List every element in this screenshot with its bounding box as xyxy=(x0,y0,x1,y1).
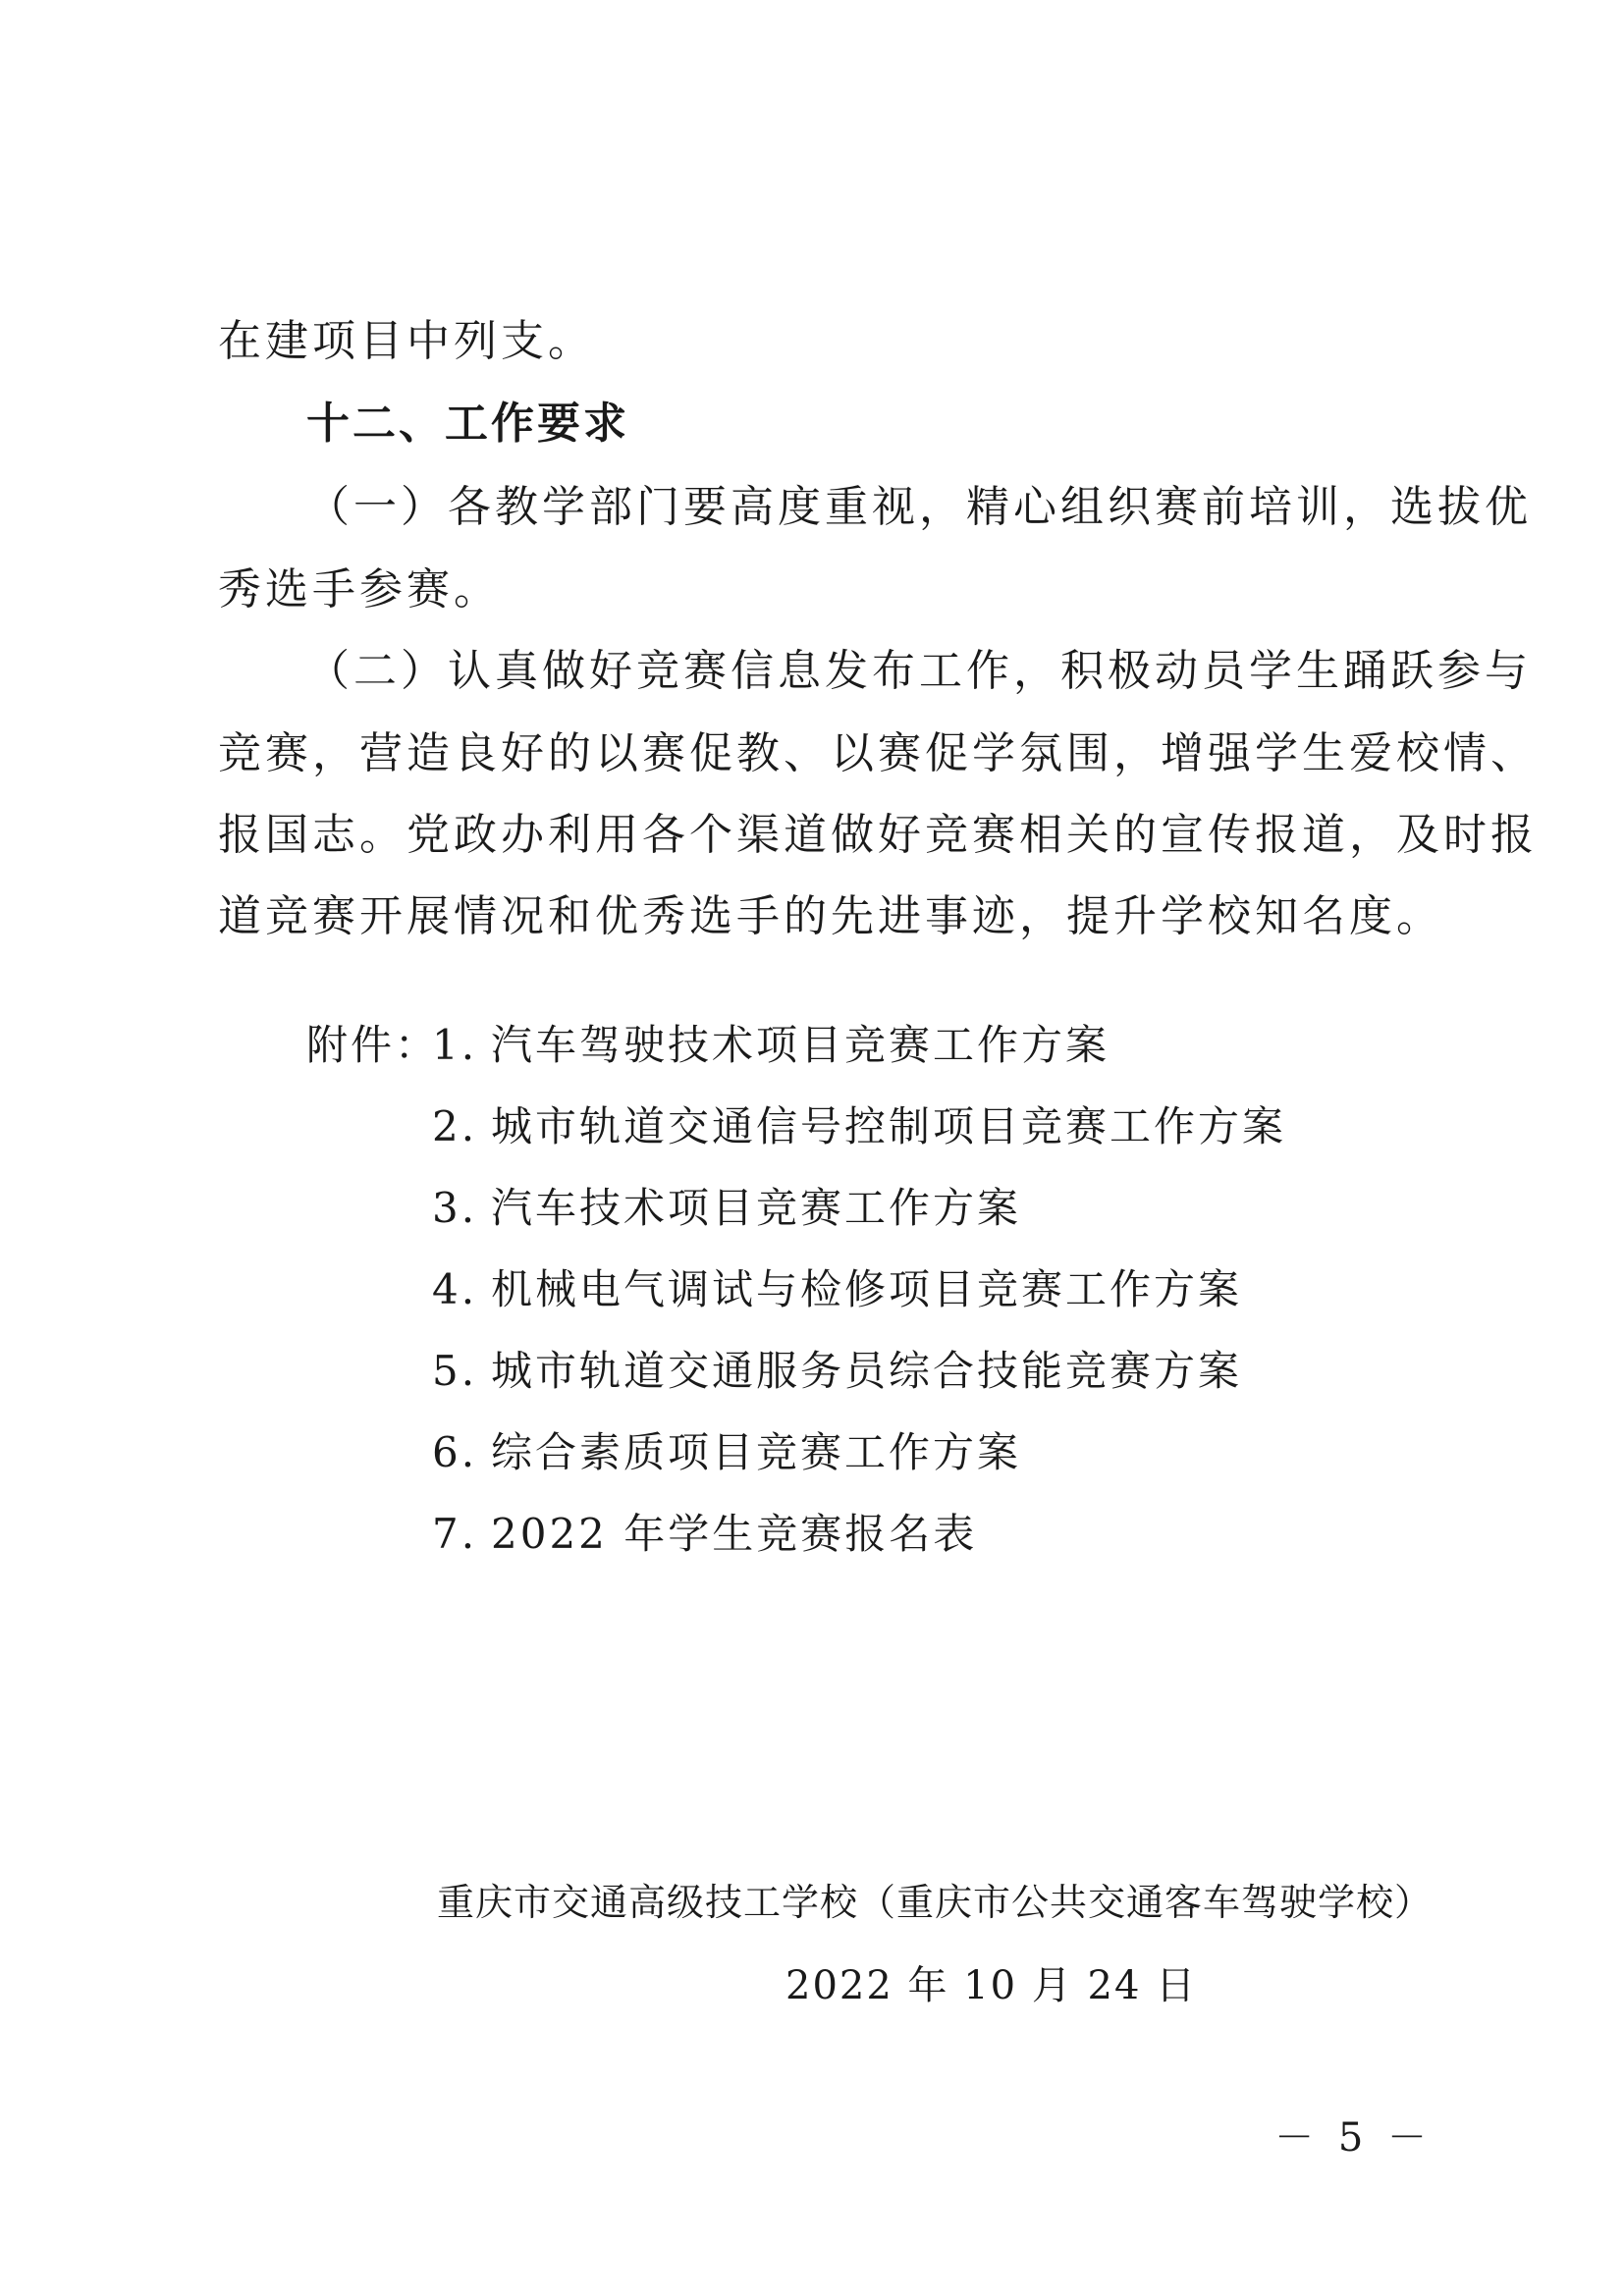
attachment-item xyxy=(432,1016,1286,1097)
attachment-number: 7. xyxy=(432,1510,478,1558)
attachment-number: 2. xyxy=(432,1102,478,1150)
attachment-item xyxy=(432,1342,1286,1423)
item2-line3: 报国志。党政办利用各个渠道做好竞赛相关的宣传报道，及时报 xyxy=(218,810,1538,860)
attachment-title: 机械电气调试与检修项目竞赛工作方案 xyxy=(491,1265,1243,1313)
item1-line1: （一）各教学部门要高度重视，精心组织赛前培训，选拔优 xyxy=(306,482,1532,532)
attachment-item xyxy=(432,1423,1286,1505)
attachment-title: 汽车技术项目竞赛工作方案 xyxy=(491,1184,1022,1232)
continuation-text: 在建项目中列支。 xyxy=(218,316,595,366)
attachment-title: 城市轨道交通信号控制项目竞赛工作方案 xyxy=(491,1102,1287,1150)
attachment-title: 2022 年学生竞赛报名表 xyxy=(491,1510,978,1558)
attachment-item xyxy=(432,1260,1286,1342)
signature-date: 2022 年 10 月 24 日 xyxy=(785,1963,1198,2008)
attachment-number: 6. xyxy=(432,1428,478,1476)
item1-line2: 秀选手参赛。 xyxy=(218,564,501,614)
attachment-item xyxy=(432,1097,1286,1179)
attachment-number: 4. xyxy=(432,1265,478,1313)
signature-organization: 重庆市交通高级技工学校（重庆市公共交通客车驾驶学校） xyxy=(436,1881,1433,1924)
item2-line1: （二）认真做好竞赛信息发布工作，积极动员学生踊跃参与 xyxy=(306,646,1532,696)
attachments-label: 附件： xyxy=(306,1021,440,1069)
attachment-title: 汽车驾驶技术项目竞赛工作方案 xyxy=(491,1021,1110,1069)
section-heading: 十二、工作要求 xyxy=(306,399,629,449)
attachment-title: 综合素质项目竞赛工作方案 xyxy=(491,1428,1022,1476)
attachment-item xyxy=(432,1179,1286,1260)
item2-line4: 道竞赛开展情况和优秀选手的先进事迹，提升学校知名度。 xyxy=(218,891,1443,941)
attachments-list xyxy=(432,1016,1286,1586)
attachment-number: 3. xyxy=(432,1184,478,1232)
attachment-item xyxy=(432,1505,1286,1586)
item2-line2: 竞赛，营造良好的以赛促教、以赛促学氛围，增强学生爱校情、 xyxy=(218,728,1538,778)
attachment-title: 城市轨道交通服务员综合技能竞赛方案 xyxy=(491,1347,1243,1395)
page-number: － 5 － xyxy=(1274,2115,1433,2161)
attachment-number: 5. xyxy=(432,1347,478,1395)
attachment-number: 1. xyxy=(432,1021,478,1069)
